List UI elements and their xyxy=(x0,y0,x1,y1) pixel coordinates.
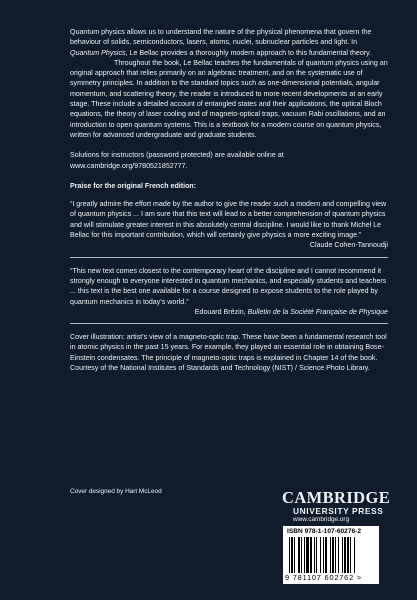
praise-author-1: Claude Cohen-Tannoudji xyxy=(309,241,388,250)
publisher-name: CAMBRIDGE xyxy=(282,488,391,507)
barcode-digits: 9 781107 602762 > xyxy=(285,573,362,582)
description-paragraph-2: Throughout the book, Le Bellac teaches the fundamentals of quantum physics using an original approach that relies primarily on an algebraic treatment, and on the systematic use of symmetry principles. In addition to the standard topics such as one-dimensional potentials, angular momentum, and scattering theory, the reader is introduced to more recent developments at an early stage. These include a detailed account of entangled states and their applications, the optical Bloch equations, the theory of laser cooling and of magneto-optical traps, vacuum Rabi oscillations, and an introduction to open quantum systems. This is a textbook for a modern course on quantum physics, written for advanced undergraduate and graduate students. xyxy=(70,58,388,139)
barcode xyxy=(283,526,379,584)
description-paragraph-1 xyxy=(70,27,388,58)
book-title-italic: Quantum Physics xyxy=(70,48,126,57)
barcode-bars xyxy=(289,537,373,573)
cover-illustration-note: Cover illustration: artist’s view of a magneto-optic trap. These have been a fundamental research tool in atomic physics in the past 15 years. For example, they played an essential role in obtaining Bose-Einstein condensates. The principle of magneto-optic traps is explained in Chapter 14 of the book. Courtesy of the National Institutes of Standards and Technology (NIST) / Science Photo Library. xyxy=(70,333,387,373)
publication-name: Bulletin de la Société Française de Physique xyxy=(247,307,388,316)
publisher-website: www.cambridge.org xyxy=(293,516,350,523)
description-text: , Le Bellac provides a thoroughly modern approach to this fundamental theory. xyxy=(125,48,372,57)
description-text: Quantum physics allows us to understand the nature of the physical phenomena that govern the behaviour of solids, semiconductors, lasers, atoms, nuclei, subnuclear particles and light. In xyxy=(70,28,372,47)
praise-heading: Praise for the original French edition: xyxy=(70,181,197,190)
publisher-logo xyxy=(282,490,394,524)
text-column xyxy=(70,27,388,373)
divider xyxy=(70,323,388,324)
cover-designer-credit: Cover designed by Hart McLeod xyxy=(70,488,162,495)
praise-quote-1: “I greatly admire the effort made by the author to give the reader such a modern and compelling view of quantum physics ... I am sure that this text will lead to a better comprehension of quantum physics and will stimulate greater interest in this absolutely central discipline. I would like to thank Michel Le Bellac for this important contribution, which will certainly give physics a more exciting image.” xyxy=(70,200,387,240)
solutions-note: Solutions for instructors (password protected) are available online at www.cambridge.org/9780521852777. xyxy=(70,151,284,170)
isbn-text: ISBN 978-1-107-60276-2 xyxy=(287,528,362,535)
divider xyxy=(70,257,388,258)
praise-quote-2: “This new text comes closest to the contemporary heart of the discipline and I cannot recommend it strongly enough to everyone interested in quantum mechanics, and especially students and teachers ... this text is the best one available for a course designed to expose students to the role played by quantum mechanics in today’s world.” xyxy=(70,266,387,306)
praise-author-2 xyxy=(70,307,388,317)
publisher-press: UNIVERSITY PRESS xyxy=(293,506,384,516)
author-name: Edouard Brézin, xyxy=(194,307,248,316)
